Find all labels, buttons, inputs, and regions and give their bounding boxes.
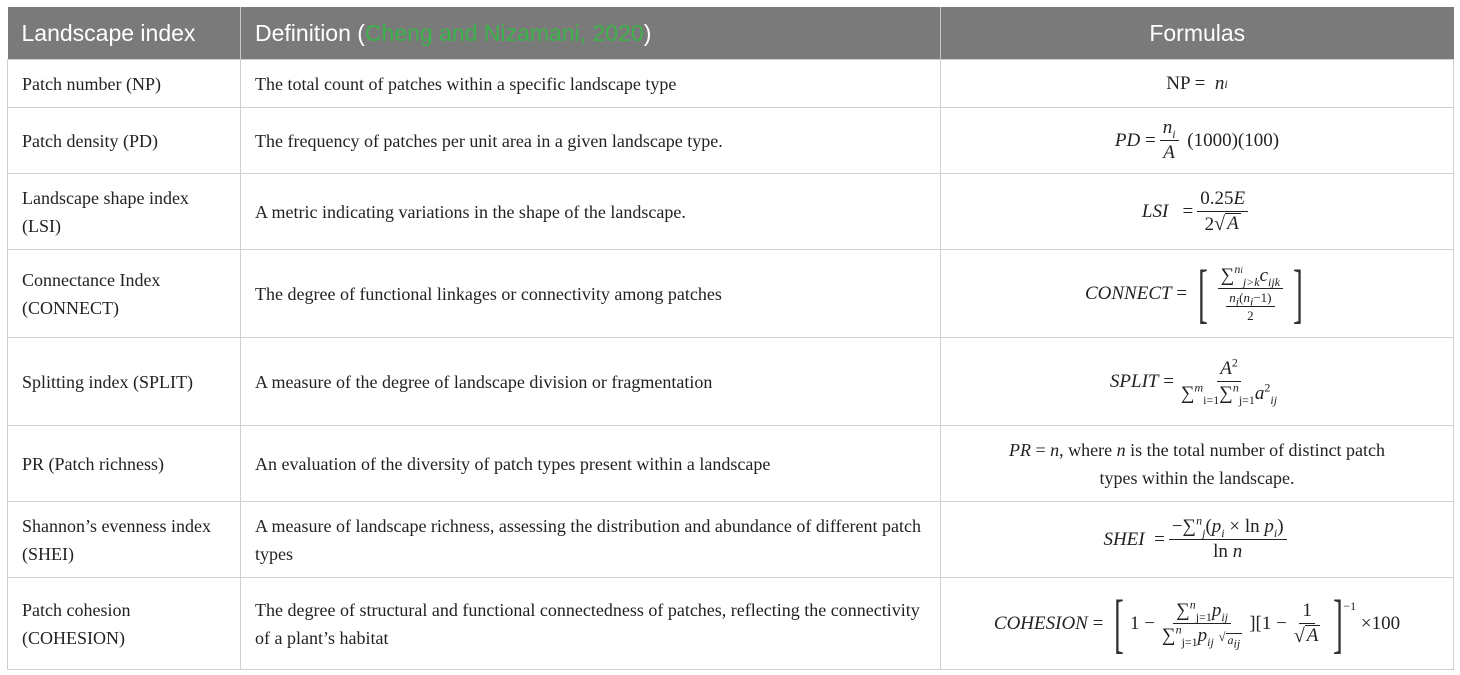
formula-lsi	[941, 174, 1454, 250]
formula-shei-display: SHEI = $\frac{-\sum^n_j(p_i \times \ln p_i)}{\text{ln n}}$	[1103, 516, 1290, 563]
formula-split-display: SPLIT = $\frac{A^2}{\sum^m_{i=1}\sum^n_{j=1}a^2_{ij}}$	[1109, 355, 1278, 407]
header-landscape-index: Landscape index	[8, 7, 241, 60]
index-name: Connectance Index (CONNECT)	[8, 250, 241, 338]
table-row	[8, 60, 1454, 108]
formula-pr	[941, 426, 1454, 502]
index-name: Patch number (NP)	[8, 60, 241, 108]
table-row	[8, 108, 1454, 174]
index-definition: A measure of the degree of landscape division or fragmentation	[241, 338, 941, 426]
table-row	[8, 174, 1454, 250]
index-definition: The degree of structural and functional connectedness of patches, reflecting the connectivity of a plant’s habitat	[241, 578, 941, 670]
index-name: Splitting index (SPLIT)	[8, 338, 241, 426]
table-row	[8, 426, 1454, 502]
formula-lsi-display: LSI = 0.25E 2 √ A	[1142, 188, 1252, 236]
table-row	[8, 578, 1454, 670]
header-definition-prefix: Definition (	[255, 19, 365, 46]
index-name: Patch density (PD)	[8, 108, 241, 174]
table-row	[8, 338, 1454, 426]
formula-np	[941, 60, 1454, 108]
index-definition: A metric indicating variations in the shape of the landscape.	[241, 174, 941, 250]
landscape-index-table	[7, 7, 1454, 670]
index-definition: An evaluation of the diversity of patch types present within a landscape	[241, 426, 941, 502]
index-name: Landscape shape index (LSI)	[8, 174, 241, 250]
index-name: Patch cohesion (COHESION)	[8, 578, 241, 670]
header-definition-suffix: )	[643, 19, 652, 46]
formula-np-display: NP = n i	[1166, 73, 1228, 94]
table-row	[8, 502, 1454, 578]
index-definition: The degree of functional linkages or connectivity among patches	[241, 250, 941, 338]
index-name: PR (Patch richness)	[8, 426, 241, 502]
formula-pd-display: PD = $\frac{n_i}{A}$ (1000)(100)	[1114, 117, 1280, 163]
index-definition: The total count of patches within a specific landscape type	[241, 60, 941, 108]
table-header-row	[8, 7, 1454, 60]
index-definition: A measure of landscape richness, assessing the distribution and abundance of different patch types	[241, 502, 941, 578]
citation-link[interactable]: Cheng and Nizamani, 2020	[364, 19, 644, 46]
formula-split	[941, 338, 1454, 426]
formula-shei	[941, 502, 1454, 578]
index-definition: The frequency of patches per unit area in a given landscape type.	[241, 108, 941, 174]
index-name: Shannon’s evenness index (SHEI)	[8, 502, 241, 578]
header-definition	[241, 7, 941, 60]
table-row	[8, 250, 1454, 338]
formula-pr-display: PR = n, where n is the total number of distinct patch types within the landscape.	[1008, 439, 1386, 488]
header-formulas: Formulas	[941, 7, 1454, 60]
formula-cohesion-display: COHESION = [ 1 − $\sum^n_{j=1}p_{ij}$ $\sum^n_{j=1}p_{ij}$ √ aij ][1 − 1 √ A ] −1 ×100	[993, 586, 1401, 660]
formula-cohesion	[941, 578, 1454, 670]
formula-connect-display: CONNECT = [ $\frac{\sum^{ni}_{j>k}c_{ijk}}{\frac{ni(ni-1)}{2}}$ ]	[1084, 256, 1303, 330]
formula-pd	[941, 108, 1454, 174]
formula-connect	[941, 250, 1454, 338]
